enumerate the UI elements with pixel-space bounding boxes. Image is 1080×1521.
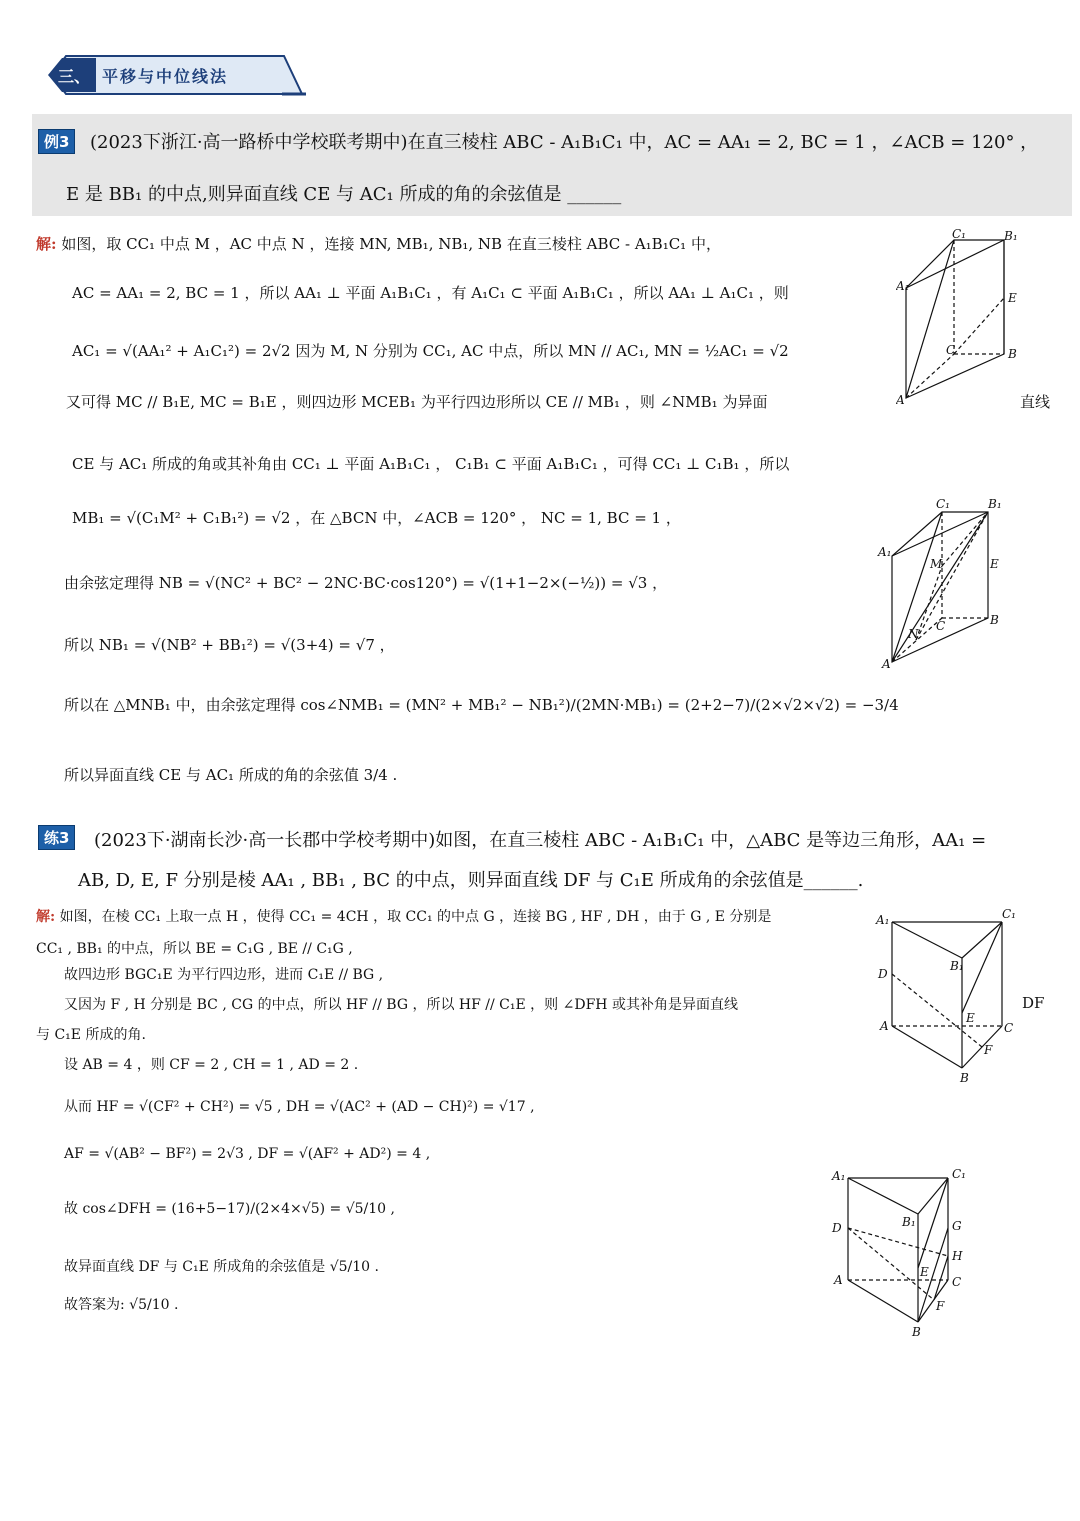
- fig2-label: B₁: [988, 497, 1002, 511]
- example-badge: 例3: [38, 129, 75, 154]
- solution-2-line-11: 故答案为: √5/10 .: [64, 1297, 179, 1313]
- section-header: [44, 54, 306, 96]
- solution-2-line-2: CC₁ , BB₁ 的中点，所以 BE = C₁G , BE // C₁G ,: [36, 941, 353, 957]
- fig3-label: A: [880, 1019, 889, 1033]
- fig3-label: B₁: [950, 959, 964, 973]
- solution-text: 如图，在棱 CC₁ 上取一点 H ，使得 CC₁ = 4CH ，取 CC₁ 的中点 G ，连接 BG , HF , DH ，由于 G , E 分别是: [59, 909, 772, 925]
- example-line-2: E 是 BB₁ 的中点,则异面直线 CE 与 AC₁ 所成的角的余弦值是 ______: [66, 184, 622, 205]
- fig3-label: E: [966, 1011, 975, 1025]
- solution-2-line-7: 从而 HF = √(CF² + CH²) = √5 , DH = √(AC² + (AD − CH)²) = √17 ,: [64, 1099, 535, 1115]
- fig4-label: D: [832, 1221, 842, 1235]
- figure-prism-2: [876, 496, 1006, 672]
- fig1-label: B: [1008, 347, 1017, 361]
- solution-1-line-6: MB₁ = √(C₁M² + C₁B₁²) = √2 ，在 △BCN 中，∠ACB = 120° ， NC = 1, BC = 1 ，: [72, 509, 681, 527]
- fig4-label: H: [952, 1249, 963, 1263]
- fig2-label: A: [882, 657, 891, 671]
- solution-2-line-6: 设 AB = 4 ，则 CF = 2 , CH = 1 , AD = 2 .: [64, 1057, 359, 1073]
- fig3-label: D: [878, 967, 888, 981]
- figure-prism-1: [896, 228, 1046, 410]
- solution-2-line-5: 与 C₁E 所成的角.: [36, 1027, 146, 1043]
- fig1-label: A₁: [896, 279, 910, 293]
- solution-2-line-4b: DF: [1022, 994, 1045, 1012]
- fig4-label: G: [952, 1219, 962, 1233]
- example-line-1: (2023下浙江·高一路桥中学校联考期中)在直三棱柱 ABC - A₁B₁C₁ 中，AC = AA₁ = 2, BC = 1 ，∠ACB = 120° ，: [90, 132, 1039, 153]
- fig4-label: A₁: [832, 1169, 846, 1183]
- fig4-label: C₁: [952, 1167, 966, 1181]
- solution-1-line-8: 所以 NB₁ = √(NB² + BB₁²) = √(3+4) = √7 ，: [64, 636, 395, 654]
- fig3-label: B: [960, 1071, 969, 1085]
- fig4-label: B₁: [902, 1215, 916, 1229]
- fig4-label: C: [952, 1275, 962, 1289]
- section-number: 三、: [58, 67, 91, 86]
- fig4-label: A: [834, 1273, 843, 1287]
- practice-line-1: (2023下·湖南长沙·高一长郡中学校考期中)如图，在直三棱柱 ABC - A₁B₁C₁ 中，△ABC 是等边三角形，AA₁ =: [94, 830, 987, 851]
- solution-2-line-8: AF = √(AB² − BF²) = 2√3 , DF = √(AF² + AD²) = 4 ,: [64, 1146, 431, 1162]
- fig2-label: C: [936, 619, 946, 633]
- solution-2-line-1: [36, 906, 771, 926]
- fig4-label: B: [912, 1325, 921, 1339]
- fig3-label: C: [1004, 1021, 1014, 1035]
- solution-1-line-1: [36, 233, 721, 254]
- fig3-label: F: [984, 1043, 993, 1057]
- fig1-label: B₁: [1004, 229, 1018, 243]
- practice-badge: 练3: [38, 825, 75, 850]
- figure-prism-3: [874, 902, 1044, 1088]
- fig2-label: C₁: [936, 497, 950, 511]
- solution-label: 解:: [36, 235, 57, 253]
- fig1-label: C: [946, 343, 956, 357]
- solution-2-line-9: 故 cos∠DFH = (16+5−17)/(2×4×√5) = √5/10 ,: [64, 1201, 395, 1217]
- solution-label: 解:: [36, 909, 56, 925]
- fig2-label: M: [930, 557, 943, 571]
- fig2-label: E: [990, 557, 999, 571]
- solution-2-line-3: 故四边形 BGC₁E 为平行四边形，进而 C₁E // BG ,: [64, 967, 384, 983]
- figure-prism-4: [828, 1164, 978, 1342]
- solution-2-line-4: 又因为 F , H 分别是 BC , CG 的中点，所以 HF // BG ，所以 HF // C₁E ，则 ∠DFH 或其补角是异面直线: [64, 997, 738, 1013]
- solution-1-line-4b: 直线: [1020, 393, 1051, 411]
- solution-1-line-9: 所以在 △MNB₁ 中，由余弦定理得 cos∠NMB₁ = (MN² + MB₁² − NB₁²)/(2MN·MB₁) = (2+2−7)/(2×√2×√2) = −3/4: [64, 696, 899, 714]
- fig3-label: A₁: [876, 913, 890, 927]
- solution-text: 如图，取 CC₁ 中点 M ，AC 中点 N ，连接 MN, MB₁, NB₁, NB 在直三棱柱 ABC - A₁B₁C₁ 中，: [61, 235, 721, 253]
- fig1-label: E: [1008, 291, 1017, 305]
- fig4-label: F: [936, 1299, 945, 1313]
- solution-1-line-3: AC₁ = √(AA₁² + A₁C₁²) = 2√2 因为 M, N 分别为 CC₁, AC 中点，所以 MN // AC₁, MN = ½AC₁ = √2: [72, 342, 789, 360]
- fig2-label: N: [908, 627, 919, 641]
- fig4-label: E: [920, 1265, 929, 1279]
- solution-1-line-10: 所以异面直线 CE 与 AC₁ 所成的角的余弦值 3/4 .: [64, 766, 398, 784]
- section-title: 平移与中位线法: [102, 67, 229, 86]
- fig2-label: B: [990, 613, 999, 627]
- solution-1-line-5: CE 与 AC₁ 所成的角或其补角由 CC₁ ⊥ 平面 A₁B₁C₁ ， C₁B₁ ⊂ 平面 A₁B₁C₁ ，可得 CC₁ ⊥ C₁B₁ ，所以: [72, 455, 790, 473]
- fig3-label: C₁: [1002, 907, 1016, 921]
- solution-1-line-4: 又可得 MC // B₁E, MC = B₁E ，则四边形 MCEB₁ 为平行四边形所以 CE // MB₁ ，则 ∠NMB₁ 为异面: [66, 393, 768, 411]
- fig1-label: C₁: [952, 228, 966, 241]
- solution-2-line-10: 故异面直线 DF 与 C₁E 所成角的余弦值是 √5/10 .: [64, 1259, 379, 1275]
- solution-1-line-2: AC = AA₁ = 2, BC = 1 ，所以 AA₁ ⊥ 平面 A₁B₁C₁ ，有 A₁C₁ ⊂ 平面 A₁B₁C₁ ，所以 AA₁ ⊥ A₁C₁ ，则: [72, 284, 789, 302]
- fig2-label: A₁: [878, 545, 892, 559]
- fig1-label: A: [896, 393, 905, 407]
- practice-line-2: AB, D, E, F 分别是棱 AA₁ , BB₁ , BC 的中点，则异面直线 DF 与 C₁E 所成角的余弦值是______.: [78, 870, 864, 891]
- solution-1-line-7: 由余弦定理得 NB = √(NC² + BC² − 2NC·BC·cos120°) = √(1+1−2×(−½)) = √3 ，: [64, 574, 668, 592]
